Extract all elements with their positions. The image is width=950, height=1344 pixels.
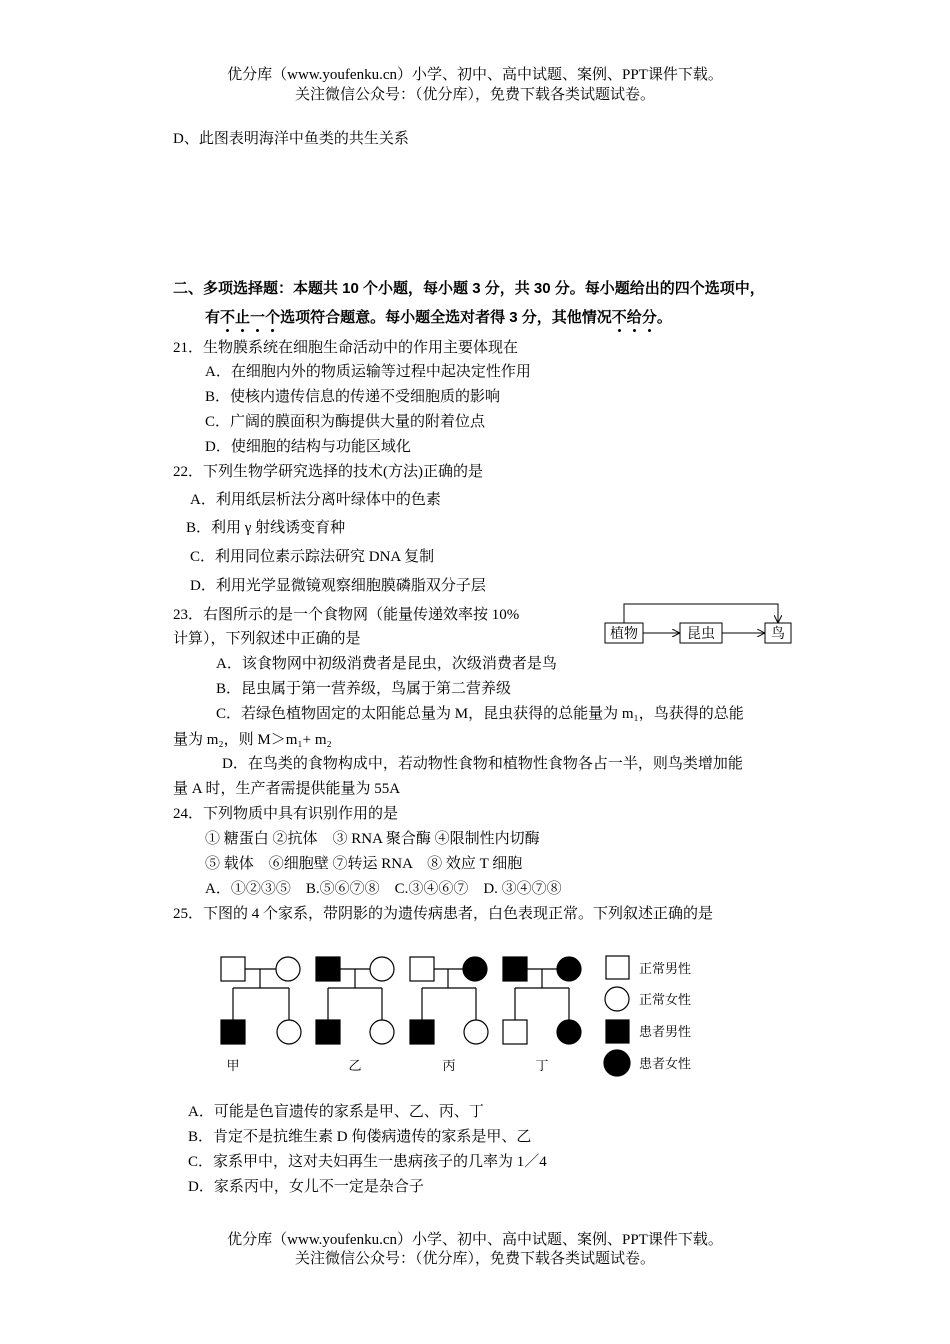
plant-label: 植物 xyxy=(610,626,638,642)
legend-normal-female-symbol xyxy=(605,987,629,1011)
legend-normal-male-symbol xyxy=(606,956,629,979)
emphasis-dot-char: 不 xyxy=(611,309,627,326)
legend-affected-male-symbol xyxy=(606,1020,629,1043)
q23-stem-line-2: 计算），下列叙述中正确的是 xyxy=(173,631,361,647)
prev-option-d: D、此图表明海洋中鱼类的共生关系 xyxy=(173,131,409,147)
legend-normal-female-label: 正常女性 xyxy=(639,993,692,1008)
q21-option-a: A．在细胞内外的物质运输等过程中起决定性作用 xyxy=(205,364,531,380)
bing-father-normal-male xyxy=(410,957,434,981)
emphasis-dot-char: 给 xyxy=(626,309,642,326)
header-line-2: 关注微信公众号：（优分库），免费下载各类试题试卷。 xyxy=(294,87,655,103)
yi-son-affected-male xyxy=(316,1020,340,1044)
emphasis-no-score xyxy=(612,309,657,326)
family-label-jia: 甲 xyxy=(226,1059,240,1074)
emphasis-dot-char: 分 xyxy=(641,309,657,326)
family-label-yi: 乙 xyxy=(348,1059,362,1074)
q23-option-b: B．昆虫属于第一营养级，鸟属于第二营养级 xyxy=(216,681,512,697)
q24-stem: 24．下列物质中具有识别作用的是 xyxy=(173,806,399,822)
q22-option-c: C．利用同位素示踪法研究 DNA 复制 xyxy=(190,549,435,565)
q24-items-line-1: ① 糖蛋白 ②抗体 ③ RNA 聚合酶 ④限制性内切酶 xyxy=(205,831,540,847)
section-2-heading-line-1: 二、多项选择题：本题共 10 个小题，每小题 3 分，共 30 分。每小题给出的四个选项中， xyxy=(173,280,765,297)
q21-option-d: D．使细胞的结构与功能区域化 xyxy=(205,439,411,455)
q23-option-d-line-2: 量 A 时，生产者需提供能量为 55A xyxy=(173,781,401,797)
q23-stem-line-1: 23．右图所示的是一个食物网（能量传递效率按 10% xyxy=(173,607,520,623)
jia-daughter-normal-female xyxy=(277,1020,301,1044)
jia-father-normal-male xyxy=(221,957,245,981)
footer-line-2: 关注微信公众号：（优分库），免费下载各类试题试卷。 xyxy=(294,1251,655,1267)
family-label-ding: 丁 xyxy=(535,1059,549,1074)
q21-option-b: B．使核内遗传信息的传递不受细胞质的影响 xyxy=(205,389,501,405)
q25-option-c: C．家系甲中，这对夫妇再生一患病孩子的几率为 1／4 xyxy=(188,1154,547,1170)
yi-daughter-normal-female xyxy=(370,1020,394,1044)
emphasis-dot-char: 个 xyxy=(265,309,281,326)
legend-normal-male-label: 正常男性 xyxy=(639,962,692,977)
q22-stem: 22．下列生物学研究选择的技术(方法)正确的是 xyxy=(173,464,483,480)
jia-son-affected-male xyxy=(221,1020,245,1044)
ding-mother-affected-female xyxy=(557,957,581,981)
section-2-heading-line-2: 有不止一个选项符合题意。每小题全选对者得 3 分，其他情况不给分。 xyxy=(205,309,672,326)
header-line-1: 优分库（www.youfenku.cn）小学、初中、高中试题、案例、PPT课件下载。 xyxy=(227,67,723,83)
emphasis-dot-char: 一 xyxy=(250,309,266,326)
footer-line-1: 优分库（www.youfenku.cn）小学、初中、高中试题、案例、PPT课件下载。 xyxy=(227,1232,723,1248)
legend-affected-male-label: 患者男性 xyxy=(639,1025,692,1040)
q22-option-b: B．利用 γ 射线诱变育种 xyxy=(186,520,346,536)
q25-option-a: A．可能是色盲遗传的家系是甲、乙、丙、丁 xyxy=(188,1104,484,1120)
q25-option-d: D．家系丙中，女儿不一定是杂合子 xyxy=(188,1179,424,1195)
q23-option-a: A．该食物网中初级消费者是昆虫，次级消费者是鸟 xyxy=(216,656,557,672)
yi-mother-normal-female xyxy=(370,957,394,981)
emphasis-dot-char: 不 xyxy=(220,309,236,326)
arrow-plant-to-bird xyxy=(624,604,778,623)
bing-mother-affected-female xyxy=(463,957,487,981)
legend-affected-female-symbol xyxy=(604,1050,630,1076)
q21-option-c: C．广阔的膜面积为酶提供大量的附着位点 xyxy=(205,414,486,430)
ding-son-normal-male xyxy=(503,1020,527,1044)
q22-option-d: D．利用光学显微镜观察细胞膜磷脂双分子层 xyxy=(190,578,486,594)
insect-label: 昆虫 xyxy=(687,626,715,642)
pedigree-diagram xyxy=(215,948,715,1083)
q24-choices: A．①②③⑤ B.⑤⑥⑦⑧ C.③④⑥⑦ D. ③④⑦⑧ xyxy=(205,881,562,897)
q24-items-line-2: ⑤ 载体 ⑥细胞壁 ⑦转运 RNA ⑧ 效应 T 细胞 xyxy=(205,856,523,872)
food-web-diagram xyxy=(600,598,800,650)
legend-affected-female-label: 患者女性 xyxy=(639,1057,692,1072)
yi-father-affected-male xyxy=(316,957,340,981)
emphasis-dot-char: 止 xyxy=(235,309,251,326)
family-label-bing: 丙 xyxy=(442,1059,456,1074)
q23-option-c-line-2: 量为 m₂，则 M＞m₁+ m₂ xyxy=(173,732,332,748)
bing-son-affected-male xyxy=(410,1020,434,1044)
q25-option-b: B．肯定不是抗维生素 D 佝偻病遗传的家系是甲、乙 xyxy=(188,1129,532,1145)
q21-stem: 21．生物膜系统在细胞生命活动中的作用主要体现在 xyxy=(173,340,519,356)
q23-option-c-line-1: C．若绿色植物固定的太阳能总量为 M，昆虫获得的总能量为 m₁，鸟获得的总能 xyxy=(216,706,744,722)
q22-option-a: A．利用纸层析法分离叶绿体中的色素 xyxy=(190,492,441,508)
q25-stem: 25．下图的 4 个家系，带阴影的为遗传病患者，白色表现正常。下列叙述正确的是 xyxy=(173,906,714,922)
ding-father-affected-male xyxy=(503,957,527,981)
bird-label: 鸟 xyxy=(771,626,785,642)
bing-daughter-normal-female xyxy=(464,1020,488,1044)
emphasis-not-only-one xyxy=(220,309,280,326)
ding-daughter-affected-female xyxy=(557,1020,581,1044)
q23-option-d-line-1: D．在鸟类的食物构成中，若动物性食物和植物性食物各占一半，则鸟类增加能 xyxy=(222,756,743,772)
jia-mother-normal-female xyxy=(276,957,300,981)
